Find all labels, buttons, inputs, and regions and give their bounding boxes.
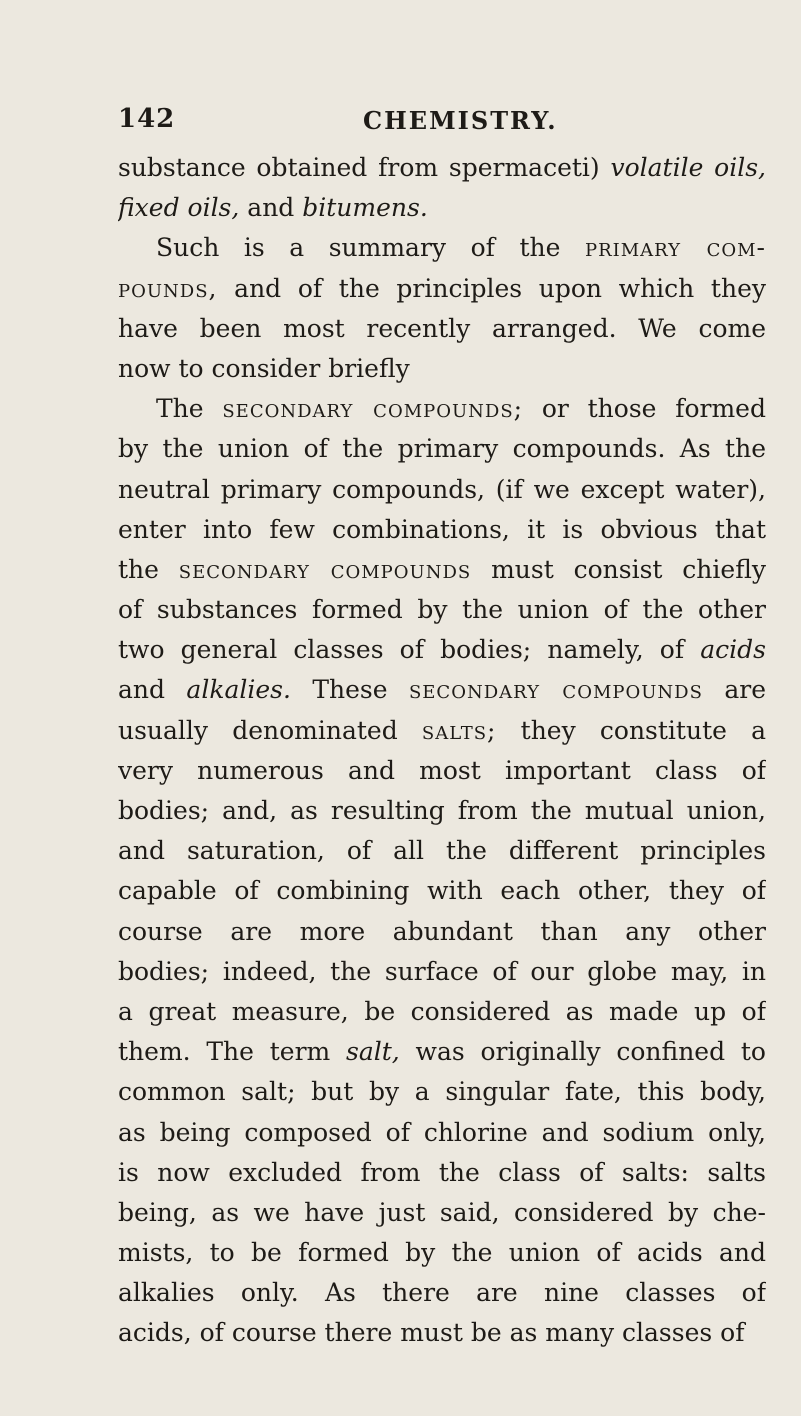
text-line <box>118 269 766 309</box>
italic-term: volatile oils, <box>610 153 766 182</box>
text-line <box>118 1032 766 1072</box>
text-run: is now excluded from the class of salts: salts <box>118 1157 766 1187</box>
italic-term: salt, <box>346 1037 400 1067</box>
text-run: mists, to be formed by the union of acids and <box>118 1238 766 1268</box>
text-run: now to consider briefly <box>118 353 410 383</box>
text-run: the <box>118 554 179 584</box>
text-line <box>118 751 766 791</box>
text-run: enter into few combinations, it is obvious that <box>118 514 766 544</box>
text-line <box>118 429 766 469</box>
text-line <box>118 349 766 389</box>
text-line <box>118 670 766 710</box>
text-line <box>118 952 766 992</box>
text-line <box>118 1273 766 1313</box>
body-text <box>118 148 766 1354</box>
text-run: of substances formed by the union of the other <box>118 595 766 625</box>
text-run: and <box>118 675 187 705</box>
text-line <box>118 630 766 670</box>
text-run: course are more abundant than any other <box>118 916 766 946</box>
text-line <box>118 389 766 429</box>
text-line <box>118 1233 766 1273</box>
text-run: The <box>156 394 223 424</box>
text-run: common salt; but by a singular fate, this body, <box>118 1077 766 1107</box>
text-line <box>118 1072 766 1112</box>
italic-term: acids <box>700 635 766 665</box>
text-line <box>118 711 766 751</box>
text-run: or those formed <box>523 394 766 424</box>
text-line <box>118 871 766 911</box>
text-run: was originally confined to <box>399 1037 766 1067</box>
text-run: neutral primary compounds, (if we except water), <box>118 474 766 504</box>
text-line <box>118 912 766 952</box>
running-head: CHEMISTRY. <box>363 106 558 135</box>
text-line <box>118 148 766 188</box>
text-line <box>118 228 766 268</box>
text-run: acids, of course there must be as many classes of <box>118 1318 745 1348</box>
small-caps-term: secondary compounds <box>178 554 472 584</box>
text-run: are <box>702 675 766 705</box>
text-line <box>118 1153 766 1193</box>
small-caps-term: secondary compounds <box>408 675 703 705</box>
text-run: by the union of the primary compounds. As the <box>118 434 766 464</box>
small-caps-term: salts; <box>421 715 497 745</box>
text-run: bodies; and, as resulting from the mutual union, <box>118 796 766 825</box>
text-line <box>118 470 766 510</box>
text-run: and saturation, of all the different principles <box>118 836 766 866</box>
text-run: they constitute a <box>496 715 766 745</box>
text-line <box>118 791 766 831</box>
italic-term: bitumens. <box>302 193 428 223</box>
text-run: them. The term <box>118 1037 347 1067</box>
text-run: must consist chiefly <box>471 554 766 584</box>
text-line <box>118 188 766 228</box>
text-line <box>118 550 766 590</box>
italic-term: alkalies. <box>186 675 291 705</box>
text-run: being, as we have just said, considered by che- <box>118 1197 766 1227</box>
text-line <box>118 1193 766 1233</box>
text-run: and of the principles upon which they <box>217 273 766 303</box>
text-run: two general classes of bodies; namely, of <box>118 635 701 665</box>
text-run: have been most recently arranged. We come <box>118 313 766 343</box>
text-run: bodies; indeed, the surface of our globe may, in <box>118 956 766 986</box>
text-run: and <box>239 193 303 223</box>
text-line <box>118 831 766 871</box>
text-run: very numerous and most important class of <box>118 755 766 785</box>
text-run: substance obtained from spermaceti) <box>118 153 611 182</box>
page-number: 142 <box>118 104 176 134</box>
text-run: as being composed of chlorine and sodium only, <box>118 1117 766 1147</box>
text-run: a great measure, be considered as made up of <box>118 996 766 1026</box>
text-run: Such is a summary of the <box>156 233 585 263</box>
text-run: alkalies only. As there are nine classes of <box>118 1278 766 1308</box>
text-run: These <box>290 675 409 705</box>
text-line <box>118 590 766 630</box>
text-line <box>118 1113 766 1153</box>
small-caps-term: pounds, <box>118 273 218 303</box>
text-line <box>118 992 766 1032</box>
text-line <box>118 1313 766 1353</box>
italic-term: fixed oils, <box>118 193 240 223</box>
text-line <box>118 510 766 550</box>
text-line <box>118 309 766 349</box>
text-run: capable of combining with each other, they of <box>118 876 766 906</box>
small-caps-term: primary com- <box>584 233 766 263</box>
page-header <box>118 104 758 138</box>
small-caps-term: secondary compounds; <box>222 394 524 424</box>
text-run: usually denominated <box>118 715 422 745</box>
